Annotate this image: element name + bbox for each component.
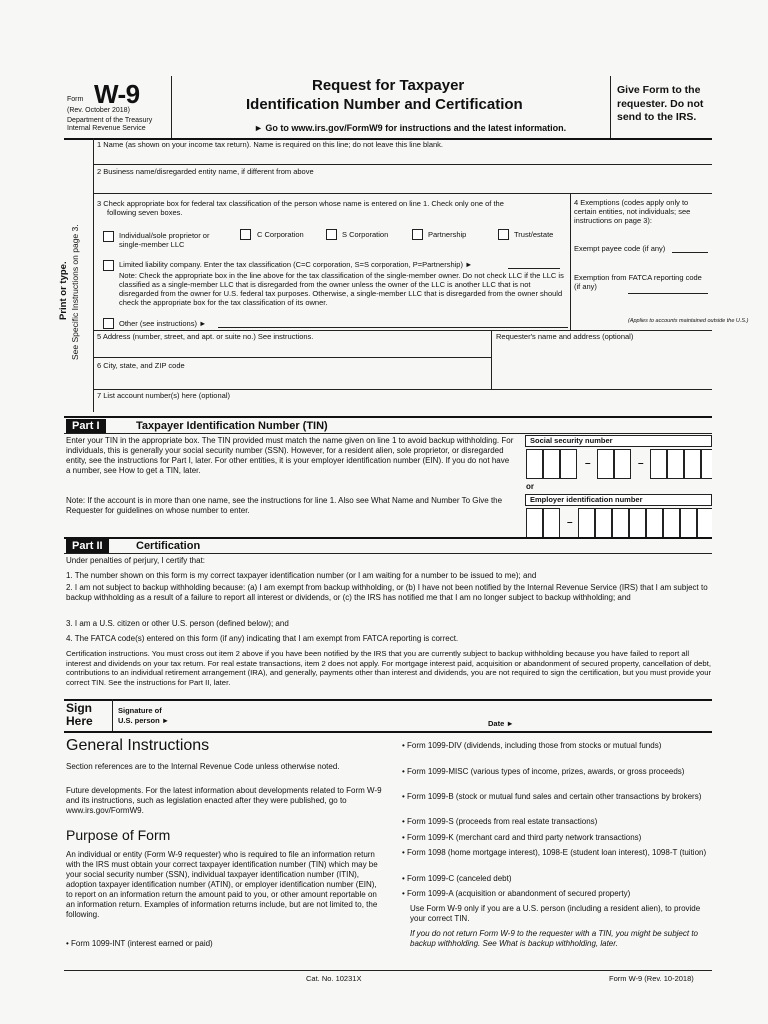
bullet-1099-div: • Form 1099-DIV (dividends, including those from stocks or mutual funds) — [402, 741, 662, 750]
other-field[interactable] — [218, 327, 568, 328]
cert-intro: Under penalties of perjury, I certify that: — [66, 556, 206, 565]
give-form-note: Give Form to the requester. Do not send to the IRS. — [617, 84, 704, 124]
line3-label-b: following seven boxes. — [107, 208, 183, 217]
fatca-field[interactable] — [628, 293, 708, 294]
cert-item2: 2. I am not subject to backup withholding because: (a) I am exempt from backup withholding, or (b) I have not been notified by the Internal Revenue Service (IRS) that I am subject to backup withholding as a result of a failure to report all interest or dividends, or (c) the IRS has notified me that I am no longer subject to backup withholding; and — [66, 583, 708, 602]
use-w9-note: Use Form W-9 only if you are a U.S. person (including a resident alien), to provide your correct TIN. — [410, 904, 701, 923]
individual-label-b: single-member LLC — [119, 240, 185, 249]
sign-label: Sign — [66, 701, 92, 715]
part1-label: Part I — [66, 419, 106, 433]
general-p2: Future developments. For the latest information about developments related to Form W-9 and its instructions, such as legislation enacted after they were published, go to www.irs.gov/FormW9. — [66, 786, 382, 815]
if-not-return-note: If you do not return Form W-9 to the requester with a TIN, you might be subject to backup withholding. See What is backup withholding, later. — [410, 929, 698, 948]
other-checkbox[interactable] — [103, 318, 114, 329]
cert-item3: 3. I am a U.S. citizen or other U.S. person (defined below); and — [66, 619, 289, 628]
bullet-1099-int: • Form 1099-INT (interest earned or paid) — [66, 939, 213, 948]
bullet-1099-s: • Form 1099-S (proceeds from real estate transactions) — [402, 817, 598, 826]
c-corp-label: C Corporation — [257, 230, 304, 239]
form-irs: Internal Revenue Service — [67, 125, 146, 132]
part2-title: Certification — [136, 540, 201, 552]
c-corp-checkbox[interactable] — [240, 229, 251, 240]
us-person-label: U.S. person ► — [118, 716, 170, 725]
name-input[interactable] — [97, 150, 709, 164]
city-state-zip-input[interactable] — [97, 371, 489, 387]
general-instructions-heading: General Instructions — [66, 737, 210, 754]
purpose-heading: Purpose of Form — [66, 827, 171, 843]
purpose-p: An individual or entity (Form W-9 requester) who is required to file an information return with the IRS must obtain your correct taxpayer identification number (TIN) which may be your social security number (SSN), individual taxpayer identification number (ITIN), adoption taxpayer identification number (ATIN), or employer identification number (EIN), to report on an information return the amount paid to you, or other amount reportable on an information return. Examples of information returns include, but are not limited to, the following. — [66, 850, 378, 919]
bullet-1099-b: • Form 1099-B (stock or mutual fund sales and certain other transactions by brokers) — [402, 792, 702, 801]
date-field[interactable] — [522, 706, 708, 728]
trust-checkbox[interactable] — [498, 229, 509, 240]
signature-field[interactable] — [176, 702, 476, 728]
form-dept: Department of the Treasury — [67, 117, 153, 124]
w9-form-page: Form W-9 (Rev. October 2018) Department of the Treasury Internal Revenue Service Request for Taxpayer Identification Number and Certification ► Go to www.irs.gov/FormW9 for instructions and the latest information. Give Form to the requester. Do not send to the IRS. Print or type. See Specific Instructions on page 3. 1 Name (as shown on your income tax return). Name is required on this line; do not leave this line blank. 2 Business name/disregarded entity name, if different from above 3 Check appropriate box for federal tax classification of the person whose name is entered on line 1. Check only one of the following seven boxes. Individual/sole proprietor or single-member LLC C Corporation S Corporation Partnership Trust/estate Limited liability company. Enter the tax classification (C=C corporation, S=S corporation, P=Partnership) ► Note: Check the appropriate box in the line above for the tax classification of the single-member owner. Do not check LLC if the LLC is classified as a single-member LLC that is disregarded from the owner unless the owner of the LLC is another LLC that is not disregarded from the owner for U.S. federal tax purposes. Otherwise, a single-member LLC that is disregarded from the owner should check the appropriate box for the tax classification of its owner. Other (see instructions) ► 4 Exemptions (codes apply only to certain entities, not individuals; see instructions on page 3): Exempt payee code (if any) Exemption from FATCA reporting code (if any) (Applies to accounts maintained outside the U.S.) 5 Address (number, street, and apt. or suite no.) See instructions. Requester's name and address (optional) 6 City, state, and ZIP code 7 List account number(s) here (optional) Part I Taxpayer Identification Number (TIN) Enter your TIN in the appropriate box. The TIN provided must match the name given on line 1 to avoid backup withholding. For individuals, this is generally your social security number (SSN). However, for a resident alien, sole proprietor, or disregarded entity, see the instructions for Part I, later. For other entities, it is your employer identification number (EIN). If you do not have a number, see How to get a TIN, later. Note: If the account is in more than one name, see the instructions for line 1. Also see What Name and Number To Give the Requester for guidelines on whose number to enter. Social security number – – or Employer identification number – Part II Certification Under penalties of perjury, I certify that: 1. The number shown on this form is my correct taxpayer identification number (or I am waiting for a number to be issued to me); and 2. I am not subject to backup withholding because: (a) I am exempt from backup withholding, or (b) I have not been notified by the Internal Revenue Service (IRS) that I am subject to backup withholding as a result of a failure to report all interest or dividends, or (c) the IRS has notified me that I am no longer subject to backup withholding; and 3. I am a U.S. citizen or other U.S. person (defined below); and 4. The FATCA code(s) entered on this form (if any) indicating that I am exempt from FATCA reporting is correct. Certification instructions. You must cross out item 2 above if you have been notified by the IRS that you are currently subject to backup withholding because you have failed to report all interest and dividends on your tax return. For real estate transactions, item 2 does not apply. For mortgage interest paid, acquisition or abandonment of secured property, cancellation of debt, contributions to an individual retirement arrangement (IRA), and generally, payments other than interest and dividends, you are not required to sign the certification, but you must provide your correct TIN. See the instructions for Part II, later. Sign Here Signature of U.S. person ► Date ► General Instructions Section references are to the Internal Revenue Code unless otherwise noted. Future developments. For the latest information about developments related to Form W-9 and its instructions, such as legislation enacted after they were published, go to www.irs.gov/FormW9. Purpose of Form An individual or entity (Form W-9 requester) who is required to file an information return with the IRS must obtain your correct taxpayer identification number (TIN) which may be your social security number (SSN), individual taxpayer identification number (ITIN), adoption taxpayer identification number (ATIN), or employer identification number (EIN), to report on an information return the amount paid to you, or other amount reportable on an information return. Examples of information returns include, but are not limited to, the following. • Form 1099-INT (interest earned or paid) • Form 1099-DIV (dividends, including those from stocks or mutual funds) • Form 1099-MISC (various types of income, prizes, awards, or gross proceeds) • Form 1099-B (stock or mutual fund sales and certain other transactions by brokers) • Form 1099-S (proceeds from real estate transactions) • Form 1099-K (merchant card and third party network transactions) • Form 1098 (home mortgage interest), 1098-E (student loan interest), 1098-T (tuition) • Form 1099-C (canceled debt) • Form 1099-A (acquisition or abandonment of secured property) Use Form W-9 only if you are a U.S. person (including a resident alien), to provide your correct TIN. If you do not return Form W-9 to the requester with a TIN, you might be subject to backup withholding. See What is backup withholding, later. Cat. No. 10231X Form W-9 (Rev. 10-2018) — [0, 0, 768, 1024]
part1-note: Note: If the account is in more than one name, see the instructions for line 1. Also see What Name and Number To Give the Requester for guidelines on whose number to enter. — [66, 496, 503, 515]
individual-label: Individual/sole proprietor or — [119, 231, 210, 240]
cert-item1: 1. The number shown on this form is my correct taxpayer identification number (or I am waiting for a number to be issued to me); and — [66, 571, 537, 580]
footer-form-name: Form W-9 (Rev. 10-2018) — [609, 974, 694, 983]
form-name: W-9 — [94, 79, 140, 109]
trust-label: Trust/estate — [514, 230, 554, 239]
llc-checkbox[interactable] — [103, 260, 114, 271]
line6-label: 6 City, state, and ZIP code — [97, 361, 185, 370]
here-label: Here — [66, 714, 93, 728]
part1-title: Taxpayer Identification Number (TIN) — [136, 420, 328, 432]
other-label: Other (see instructions) ► — [119, 319, 207, 328]
line7-label: 7 List account number(s) here (optional) — [97, 391, 230, 400]
account-numbers-input[interactable] — [97, 401, 707, 411]
llc-label: Limited liability company. Enter the tax classification (C=C corporation, S=S corporation, P=Partnership) ► — [119, 260, 473, 269]
part1-body: Enter your TIN in the appropriate box. The TIN provided must match the name given on line 1 to avoid backup withholding. For individuals, this is generally your social security number (SSN). However, for a resident alien, sole proprietor, or disregarded entity, see the instructions for Part I, later. For other entities, it is your employer identification number (EIN). If you do not have a number, see How to get a TIN, later. — [66, 436, 514, 475]
side-see-label: See Specific Instructions on page 3. — [70, 224, 80, 360]
bullet-1099-a: • Form 1099-A (acquisition or abandonment of secured property) — [402, 889, 631, 898]
form-title-line2: Identification Number and Certification — [246, 96, 523, 113]
requester-label: Requester's name and address (optional) — [496, 332, 634, 341]
requester-input[interactable] — [496, 343, 708, 387]
cat-number: Cat. No. 10231X — [306, 974, 362, 983]
exemptions-label: 4 Exemptions (codes apply only to certain entities, not individuals; see instructions on page 3): — [574, 198, 691, 226]
llc-classification-field[interactable] — [508, 268, 560, 269]
address-input[interactable] — [97, 342, 489, 354]
form-title-line1: Request for Taxpayer — [312, 77, 465, 94]
partnership-label: Partnership — [428, 230, 467, 239]
ein-label: Employer identification number — [530, 495, 643, 504]
part2-label: Part II — [66, 539, 109, 553]
fatca-label: Exemption from FATCA reporting code (if any) — [574, 273, 702, 292]
bullet-1099-misc: • Form 1099-MISC (various types of income, prizes, awards, or gross proceeds) — [402, 767, 685, 776]
signature-of-label: Signature of — [118, 706, 162, 715]
exempt-payee-label: Exempt payee code (if any) — [574, 244, 666, 253]
bullet-1098: • Form 1098 (home mortgage interest), 1098-E (student loan interest), 1098-T (tuition) — [402, 848, 707, 857]
line5-label: 5 Address (number, street, and apt. or suite no.) See instructions. — [97, 332, 314, 341]
line3-label: 3 Check appropriate box for federal tax classification of the person whose name is entered on line 1. Check only one of the — [97, 199, 504, 208]
form-revision: (Rev. October 2018) — [67, 107, 130, 114]
s-corp-checkbox[interactable] — [326, 229, 337, 240]
line1-label: 1 Name (as shown on your income tax return). Name is required on this line; do not leave this line blank. — [97, 140, 444, 149]
cert-item4: 4. The FATCA code(s) entered on this form (if any) indicating that I am exempt from FATCA reporting is correct. — [66, 634, 459, 643]
goto-instructions: ► Go to www.irs.gov/FormW9 for instructions and the latest information. — [254, 123, 567, 133]
bullet-1099-k: • Form 1099-K (merchant card and third party network transactions) — [402, 833, 642, 842]
exempt-payee-field[interactable] — [672, 252, 708, 253]
partnership-checkbox[interactable] — [412, 229, 423, 240]
bullet-1099-c: • Form 1099-C (canceled debt) — [402, 874, 512, 883]
form-word: Form — [67, 96, 84, 103]
llc-note: Note: Check the appropriate box in the line above for the tax classification of the single-member owner. Do not check LLC if the LLC is classified as a single-member LLC that is disregarded from the owner unless the owner of the LLC is another LLC that is not disregarded from the owner for U.S. federal tax purposes. Otherwise, a single-member LLC that is disregarded from the owner should check the appropriate box for the tax classification of its owner. — [119, 271, 564, 308]
cert-instructions: Certification instructions. You must cross out item 2 above if you have been notified by the IRS that you are currently subject to backup withholding because you have failed to report all interest and dividends on your tax return. For real estate transactions, item 2 does not apply. For mortgage interest paid, acquisition or abandonment of secured property, cancellation of debt, contributions to an individual retirement arrangement (IRA), and generally, payments other than interest and dividends, you are not required to sign the certification, but you must provide your correct TIN. See the instructions for Part II, later. — [66, 649, 712, 688]
line2-label: 2 Business name/disregarded entity name, if different from above — [97, 167, 314, 176]
ssn-label: Social security number — [530, 436, 613, 445]
general-p1: Section references are to the Internal Revenue Code unless otherwise noted. — [66, 762, 340, 771]
or-label: or — [526, 482, 534, 491]
business-name-input[interactable] — [97, 177, 709, 191]
fatca-note: (Applies to accounts maintained outside the U.S.) — [628, 318, 749, 324]
individual-checkbox[interactable] — [103, 231, 114, 242]
s-corp-label: S Corporation — [342, 230, 389, 239]
date-label: Date ► — [488, 719, 514, 728]
side-print-label: Print or type. — [58, 261, 69, 320]
